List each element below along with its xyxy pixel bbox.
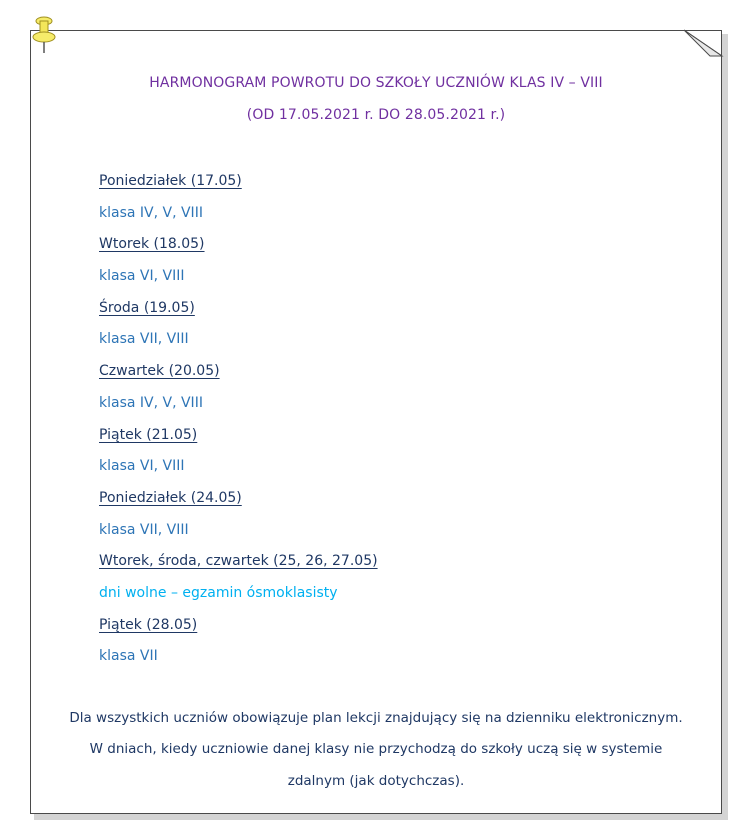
schedule-classes: klasa VI, VIII xyxy=(99,268,185,285)
schedule-classes: klasa IV, V, VIII xyxy=(99,204,203,221)
schedule-list xyxy=(99,171,659,678)
schedule-day: Wtorek (18.05) xyxy=(99,236,205,253)
schedule-off-days: dni wolne – egzamin ósmoklasisty xyxy=(99,584,338,601)
footer-note-line1: Dla wszystkich uczniów obowiązuje plan lekcji znajdujący się na dzienniku elektronicznym. xyxy=(69,710,683,726)
page-title: HARMONOGRAM POWROTU DO SZKOŁY UCZNIÓW KLAS IV – VIII xyxy=(149,75,603,91)
schedule-classes: klasa IV, V, VIII xyxy=(99,394,203,411)
schedule-day: Piątek (21.05) xyxy=(99,426,198,443)
schedule-classes: klasa VII, VIII xyxy=(99,331,189,348)
pushpin-icon xyxy=(31,16,57,54)
footer-note-line3: zdalnym (jak dotychczas). xyxy=(287,773,465,789)
footer-note-line2: W dniach, kiedy uczniowie danej klasy nie przychodzą do szkoły uczą się w systemie xyxy=(89,741,663,757)
schedule-day: Środa (19.05) xyxy=(99,299,195,316)
date-range-subtitle: (OD 17.05.2021 r. DO 28.05.2021 r.) xyxy=(246,107,506,123)
schedule-day: Poniedziałek (17.05) xyxy=(99,173,242,189)
folded-corner-icon xyxy=(680,28,726,58)
schedule-classes: klasa VI, VIII xyxy=(99,458,185,475)
schedule-day: Wtorek, środa, czwartek (25, 26, 27.05) xyxy=(99,553,378,570)
schedule-day: Poniedziałek (24.05) xyxy=(99,489,242,506)
schedule-classes: klasa VII, VIII xyxy=(99,521,189,538)
schedule-day: Czwartek (20.05) xyxy=(99,363,220,380)
schedule-day: Piątek (28.05) xyxy=(99,616,198,633)
schedule-classes: klasa VII xyxy=(99,648,158,665)
